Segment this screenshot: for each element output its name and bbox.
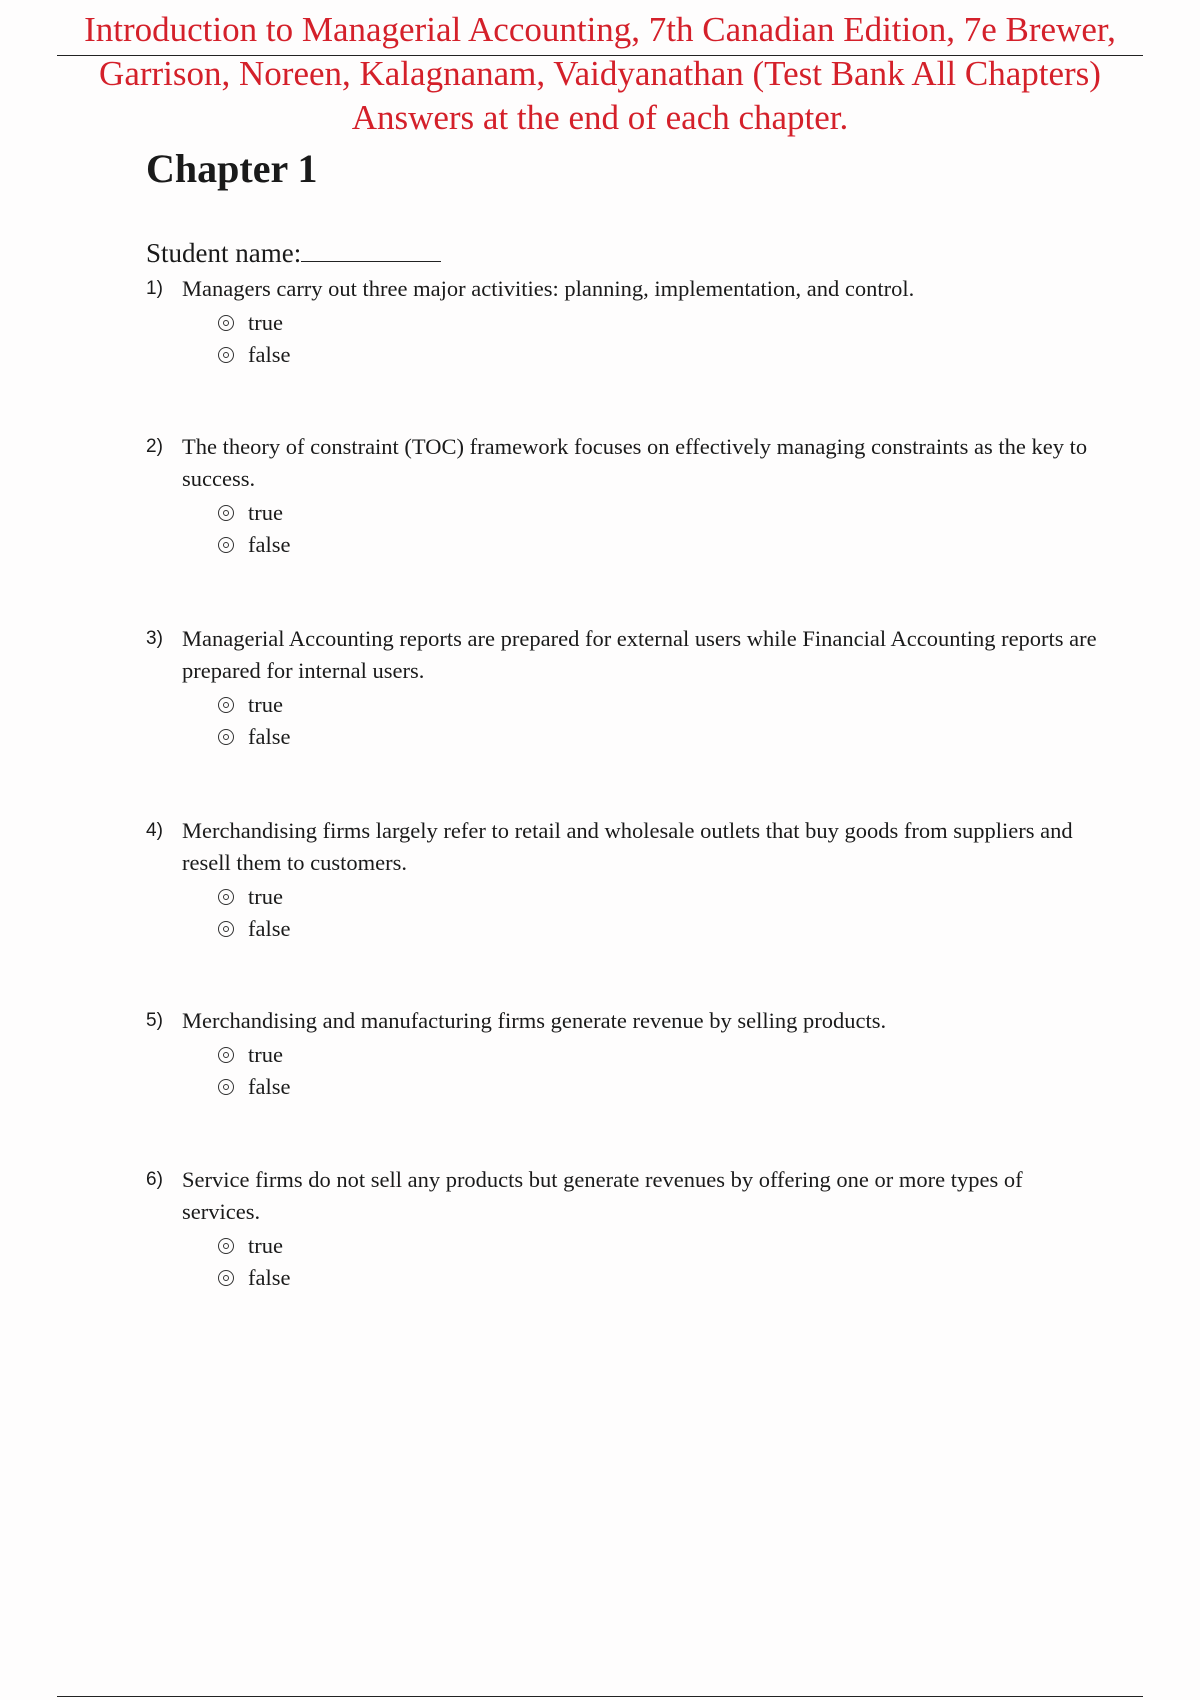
- question-1: [146, 273, 1106, 371]
- answer-options: [218, 881, 1106, 945]
- header-line-1: Introduction to Managerial Accounting, 7th Canadian Edition, 7e Brewer,: [84, 10, 1116, 49]
- header-line-3: Answers at the end of each chapter.: [351, 98, 849, 137]
- answer-options: [218, 307, 1106, 371]
- radio-icon[interactable]: [218, 505, 234, 521]
- radio-icon[interactable]: [218, 921, 234, 937]
- option-true[interactable]: [218, 881, 1106, 913]
- option-false[interactable]: [218, 1071, 1106, 1103]
- header-divider: [57, 55, 1143, 56]
- question-text: Managerial Accounting reports are prepared for external users while Financial Accounting reports are prepared for internal users.: [182, 626, 1097, 683]
- option-false[interactable]: [218, 339, 1106, 371]
- radio-icon[interactable]: [218, 1238, 234, 1254]
- option-label: false: [248, 342, 291, 367]
- radio-icon[interactable]: [218, 537, 234, 553]
- radio-icon[interactable]: [218, 889, 234, 905]
- option-label: false: [248, 916, 291, 941]
- question-text: Merchandising and manufacturing firms generate revenue by selling products.: [182, 1008, 887, 1033]
- option-label: true: [248, 500, 283, 525]
- option-label: false: [248, 1265, 291, 1290]
- option-label: true: [248, 310, 283, 335]
- question-number: 3): [146, 628, 163, 649]
- option-label: false: [248, 724, 291, 749]
- footer-divider: [57, 1696, 1143, 1697]
- radio-icon[interactable]: [218, 729, 234, 745]
- answer-options: [218, 497, 1106, 561]
- radio-icon[interactable]: [218, 1079, 234, 1095]
- answer-options: [218, 1230, 1106, 1294]
- radio-icon[interactable]: [218, 347, 234, 363]
- question-6: [146, 1164, 1106, 1294]
- question-text: Merchandising firms largely refer to retail and wholesale outlets that buy goods from suppliers and resell them to customers.: [182, 818, 1073, 875]
- student-name-blank[interactable]: [301, 237, 441, 262]
- question-number: 2): [146, 436, 163, 457]
- radio-icon[interactable]: [218, 1047, 234, 1063]
- option-false[interactable]: [218, 529, 1106, 561]
- answer-options: [218, 689, 1106, 753]
- option-label: true: [248, 1233, 283, 1258]
- option-false[interactable]: [218, 721, 1106, 753]
- radio-icon[interactable]: [218, 1270, 234, 1286]
- option-label: true: [248, 884, 283, 909]
- header-line-2: Garrison, Noreen, Kalagnanam, Vaidyanathan (Test Bank All Chapters): [99, 54, 1101, 93]
- student-name-label: Student name:: [146, 238, 302, 268]
- question-5: [146, 1005, 1106, 1103]
- option-label: true: [248, 1042, 283, 1067]
- question-text: Managers carry out three major activities: planning, implementation, and control.: [182, 276, 915, 301]
- answer-options: [218, 1039, 1106, 1103]
- option-false[interactable]: [218, 913, 1106, 945]
- radio-icon[interactable]: [218, 697, 234, 713]
- question-number: 4): [146, 820, 163, 841]
- question-number: 5): [146, 1010, 163, 1031]
- question-text: Service firms do not sell any products but generate revenues by offering one or more types of services.: [182, 1167, 1023, 1224]
- option-true[interactable]: [218, 1039, 1106, 1071]
- question-number: 1): [146, 278, 163, 299]
- question-text: The theory of constraint (TOC) framework focuses on effectively managing constraints as the key to success.: [182, 434, 1088, 491]
- option-label: false: [248, 1074, 291, 1099]
- option-true[interactable]: [218, 689, 1106, 721]
- question-3: [146, 623, 1106, 753]
- chapter-title: Chapter 1: [146, 146, 318, 191]
- option-true[interactable]: [218, 307, 1106, 339]
- document-header: [0, 8, 1200, 140]
- option-label: true: [248, 692, 283, 717]
- option-true[interactable]: [218, 1230, 1106, 1262]
- question-4: [146, 815, 1106, 945]
- student-name-field: [146, 236, 441, 270]
- option-false[interactable]: [218, 1262, 1106, 1294]
- option-true[interactable]: [218, 497, 1106, 529]
- question-2: [146, 431, 1106, 561]
- option-label: false: [248, 532, 291, 557]
- radio-icon[interactable]: [218, 315, 234, 331]
- question-number: 6): [146, 1169, 163, 1190]
